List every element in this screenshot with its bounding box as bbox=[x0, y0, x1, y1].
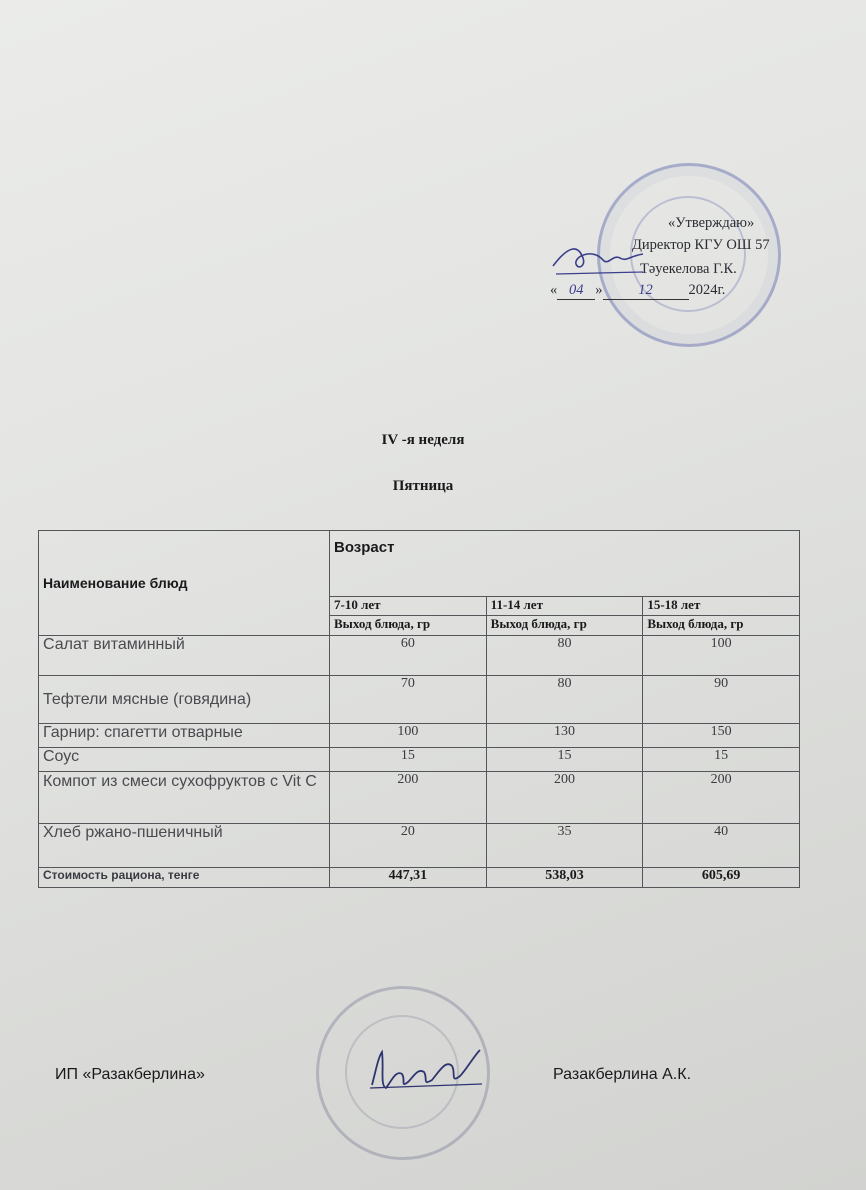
portion-value: 200 bbox=[486, 772, 643, 824]
dish-name: Соус bbox=[39, 748, 330, 772]
approval-date bbox=[550, 282, 725, 300]
portion-value: 200 bbox=[330, 772, 487, 824]
week-heading-text: IV -я неделя bbox=[381, 432, 465, 448]
portion-value: 200 bbox=[643, 772, 800, 824]
table-row bbox=[39, 772, 800, 824]
portion-value: 20 bbox=[330, 824, 487, 868]
age-group-cell: 11-14 лет bbox=[486, 596, 643, 616]
age-group-cell: 7-10 лет bbox=[330, 596, 487, 616]
date-month: 12 bbox=[603, 282, 689, 300]
total-row bbox=[39, 868, 800, 888]
portion-value: 150 bbox=[643, 724, 800, 748]
portion-value: 15 bbox=[643, 748, 800, 772]
total-label: Стоимость рациона, тенге bbox=[39, 868, 330, 888]
header-dish-name: Наименование блюд bbox=[39, 531, 330, 636]
week-heading bbox=[0, 432, 866, 449]
approval-position: Директор КГУ ОШ 57 bbox=[632, 237, 770, 253]
day-heading bbox=[0, 478, 866, 495]
portion-value: 40 bbox=[643, 824, 800, 868]
portion-value: 15 bbox=[330, 748, 487, 772]
table-header-row bbox=[39, 531, 800, 597]
dish-name: Хлеб ржано-пшеничный bbox=[39, 824, 330, 868]
portion-value: 80 bbox=[486, 636, 643, 676]
date-open-quote: « bbox=[550, 282, 558, 298]
dish-name: Гарнир: спагетти отварные bbox=[39, 724, 330, 748]
portion-value: 70 bbox=[330, 676, 487, 724]
portion-value: 35 bbox=[486, 824, 643, 868]
portion-value: 60 bbox=[330, 636, 487, 676]
output-label-cell: Выход блюда, гр bbox=[643, 616, 800, 636]
menu-table bbox=[38, 530, 800, 888]
approval-title: «Утверждаю» bbox=[668, 215, 755, 231]
table-row bbox=[39, 824, 800, 868]
dish-name: Тефтели мясные (говядина) bbox=[39, 676, 330, 724]
footer-signatory: Разакберлина А.К. bbox=[553, 1066, 692, 1083]
portion-value: 100 bbox=[330, 724, 487, 748]
table-row bbox=[39, 724, 800, 748]
footer-organization: ИП «Разакберлина» bbox=[55, 1066, 205, 1083]
portion-value: 80 bbox=[486, 676, 643, 724]
day-heading-text: Пятница bbox=[392, 478, 454, 494]
portion-value: 15 bbox=[486, 748, 643, 772]
table-row bbox=[39, 748, 800, 772]
table-row bbox=[39, 636, 800, 676]
date-close-quote: » bbox=[595, 282, 603, 298]
dish-name: Компот из смеси сухофруктов с Vit C bbox=[39, 772, 330, 824]
total-value: 447,31 bbox=[330, 868, 487, 888]
portion-value: 130 bbox=[486, 724, 643, 748]
table-row bbox=[39, 676, 800, 724]
header-age: Возраст bbox=[330, 531, 800, 597]
date-year: 2024г. bbox=[688, 282, 726, 298]
output-label-cell: Выход блюда, гр bbox=[330, 616, 487, 636]
approval-name: Тәуекелова Г.К. bbox=[640, 261, 737, 277]
total-value: 538,03 bbox=[486, 868, 643, 888]
age-group-cell: 15-18 лет bbox=[643, 596, 800, 616]
portion-value: 100 bbox=[643, 636, 800, 676]
date-day: 04 bbox=[557, 282, 595, 300]
portion-value: 90 bbox=[643, 676, 800, 724]
ip-signature bbox=[362, 1040, 492, 1100]
output-label-cell: Выход блюда, гр bbox=[486, 616, 643, 636]
total-value: 605,69 bbox=[643, 868, 800, 888]
dish-name: Салат витаминный bbox=[39, 636, 330, 676]
